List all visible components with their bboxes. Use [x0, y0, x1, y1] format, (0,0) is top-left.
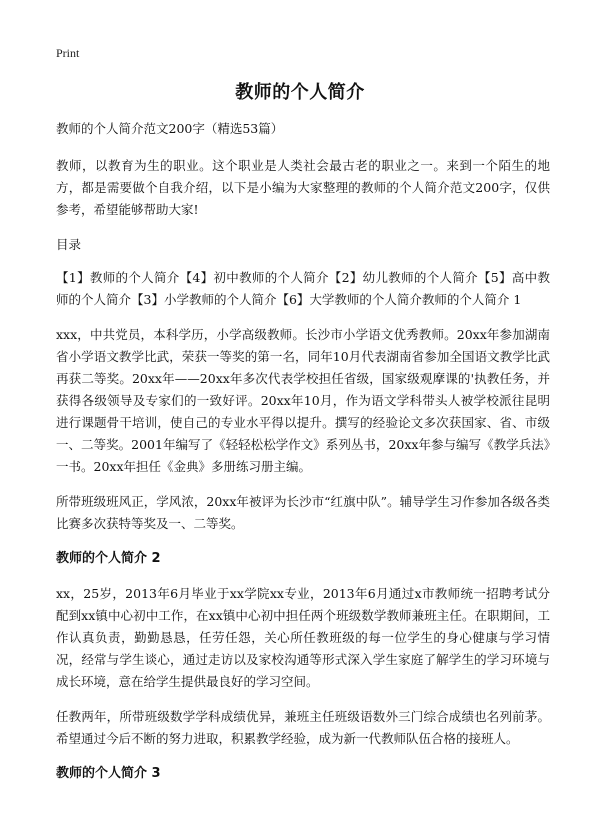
- section1-paragraph-1: xxx，中共党员，本科学历，小学高级教师。长沙市小学语文优秀教师。20xx年参加湖南省小学语文教学比武，荣获一等奖的第一名，同年10月代表湖南省参加全国语文教学比武再获二等奖。20xx年——20xx年多次代表学校担任省级，国家级观摩课的'执教任务，并获得各级领导及专家们的一致好评。20xx年10月，作为语文学科带头人被学校派往昆明进行课题骨干培训，使自己的专业水平得以提升。撰写的经验论文多次获国家、省、市级一、二等奖。2001年编写了《轻轻松松学作文》系列丛书，20xx年参与编写《教学兵法》一书。20xx年担任《金典》多册练习册主编。: [56, 327, 550, 474]
- page-title: 教师的个人简介: [235, 82, 365, 103]
- toc-links[interactable]: 【1】教师的个人简介【4】初中教师的个人简介【2】幼儿教师的个人简介【5】高中教师的个人简介【3】小学教师的个人简介【6】大学教师的个人简介教师的个人简介 1: [56, 270, 550, 307]
- document-subtitle: 教师的个人简介范文200字（精选53篇）: [56, 121, 284, 136]
- toc-label: 目录: [56, 237, 82, 252]
- section2-heading: 教师的个人简介 2: [56, 551, 161, 566]
- document-body: [56, 118, 550, 798]
- section2-paragraph-1: xx，25岁，2013年6月毕业于xx学院xx专业，2013年6月通过x市教师统一招聘考试分配到xx镇中心初中工作，在xx镇中心初中担任两个班级数学教师兼班主任。在职期间，工作认真负责，勤勤恳恳，任劳任怨，关心所任教班级的每一位学生的身心健康与学习情况，经常与学生谈心，通过走访以及家校沟通等形式深入学生家庭了解学生的学习环境与成长环境，意在给学生提供最良好的学习空间。: [56, 586, 550, 689]
- print-label: Print: [56, 46, 80, 60]
- section2-paragraph-2: 任教两年，所带班级数学学科成绩优异，兼班主任班级语数外三门综合成绩也名列前茅。希望通过今后不断的努力进取，积累教学经验，成为新一代教师队伍合格的接班人。: [56, 709, 550, 746]
- section3-heading: 教师的个人简介 3: [56, 766, 161, 781]
- section1-paragraph-2: 所带班级班风正，学风浓，20xx年被评为长沙市“红旗中队”。辅导学生习作参加各级各类比赛多次获特等奖及一、二等奖。: [56, 494, 550, 531]
- intro-paragraph: 教师，以教育为生的职业。这个职业是人类社会最古老的职业之一。来到一个陌生的地方，都是需要做个自我介绍，以下是小编为大家整理的教师的个人简介范文200字，仅供参考，希望能够帮助大家!: [56, 158, 550, 217]
